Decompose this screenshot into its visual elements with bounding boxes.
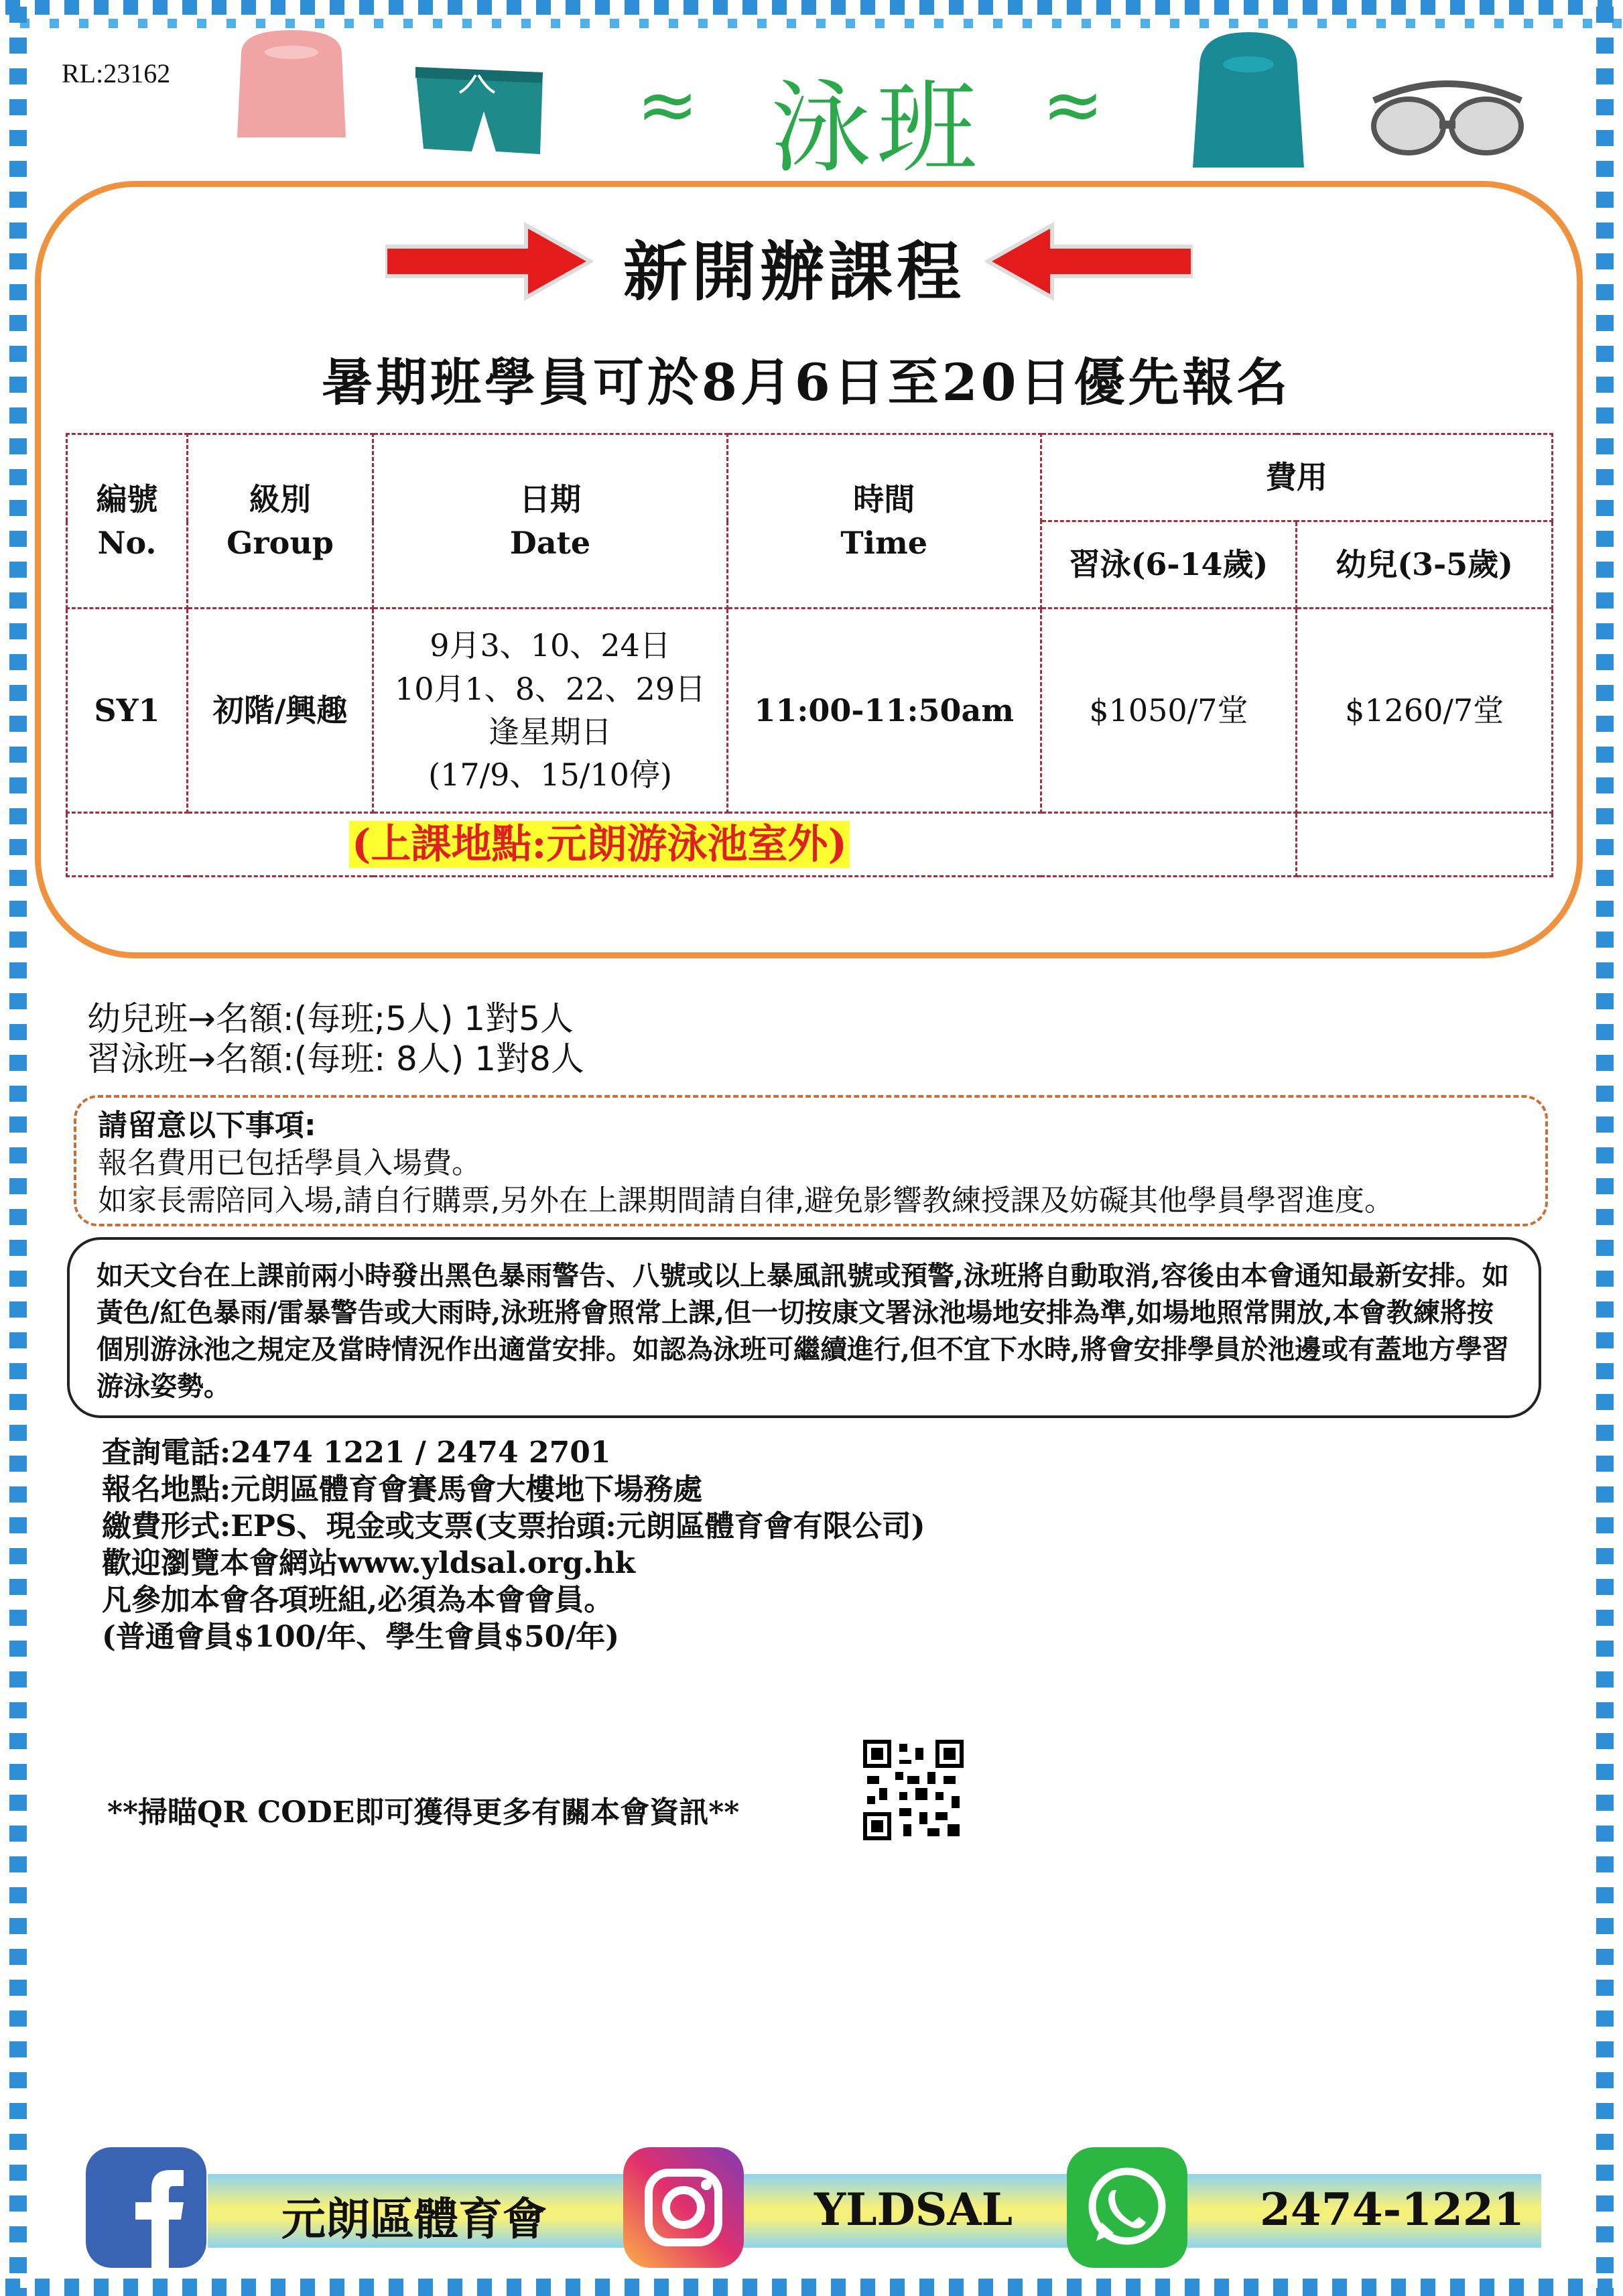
whatsapp-icon[interactable] [1067, 2147, 1187, 2268]
priority-enrolment-note: 暑期班學員可於8月6日至20日優先報名 [322, 353, 1291, 412]
facebook-icon[interactable] [86, 2147, 206, 2268]
swim-trunks-icon [409, 60, 549, 161]
quota-learn: 習泳班→名額:(每班: 8人) 1對8人 [87, 1039, 584, 1078]
notice-heading: 請留意以下事項: [98, 1108, 316, 1143]
cell-no: SY1 [67, 609, 188, 813]
notice-box [74, 1095, 1548, 1226]
cell-fee-kids: $1260/7堂 [1297, 609, 1553, 813]
border-left [0, 0, 29, 2296]
page-title: 泳班 [771, 70, 983, 187]
kickboard-teal-icon [1185, 27, 1312, 174]
contact-website[interactable]: 歡迎瀏覽本會網站www.yldsal.org.hk [102, 1546, 635, 1580]
notice-line: 如家長需陪同入場,請自行購票,另外在上課期間請自律,避免影響教練授課及妨礙其他學員學習進度。 [98, 1184, 1394, 1218]
quota-kids: 幼兒班→名額:(每班;5人) 1對5人 [87, 999, 574, 1038]
contact-membership-fee: (普通會員$100/年、學生會員$50/年) [102, 1620, 620, 1654]
header-fee: 費用 [1041, 434, 1552, 521]
weather-policy: 如天文台在上課前兩小時發出黑色暴雨警告、八號或以上暴風訊號或預警,泳班將自動取消,容後由本會通知最新安排。如黃色/紅色暴雨/雷暴警告或大雨時,泳班將會照常上課,但一切按康文署泳池場地安排為準,如場地照常開放,本會教練將按個別游泳池之規定及當時情況作出適當安排。如認為泳班可繼續進行,但不宜下水時,將會安排學員於池邊或有蓋地方學習游泳姿勢。 [67, 1237, 1541, 1418]
header-no: 編號 No. [67, 434, 188, 609]
header-time: 時間 Time [727, 434, 1041, 609]
instagram-icon[interactable] [623, 2147, 744, 2268]
qr-code[interactable] [863, 1740, 964, 1840]
border-bottom [0, 2268, 1623, 2296]
goggles-icon [1367, 74, 1528, 161]
header-date: 日期 Date [373, 434, 728, 609]
location-cell [67, 813, 1297, 877]
contact-membership: 凡參加本會各項班組,必須為本會會員。 [102, 1583, 614, 1617]
footer-whatsapp-number: 2474-1221 [1260, 2183, 1524, 2236]
title-wave-left: ≈ [637, 62, 699, 147]
cell-group: 初階/興趣 [187, 609, 373, 813]
header-group: 級別 Group [187, 434, 373, 609]
contact-address: 報名地點:元朗區體育會賽馬會大樓地下場務處 [102, 1472, 703, 1507]
cell-date: 9月3、10、24日 10月1、8、22、29日 逢星期日 (17/9、15/10停) [373, 609, 728, 813]
arrow-left-icon [985, 221, 1193, 302]
cell-fee-learn: $1050/7堂 [1041, 609, 1297, 813]
header-fee-learn: 習泳(6-14歲) [1041, 521, 1297, 609]
kickboard-pink-icon [228, 27, 355, 141]
arrow-right-icon [385, 221, 593, 302]
title-wave-right: ≈ [1042, 62, 1104, 147]
contact-phone: 查詢電話:2474 1221 / 2474 2701 [102, 1436, 611, 1470]
empty-cell [1297, 813, 1553, 877]
border-right [1594, 0, 1623, 2296]
course-table [66, 433, 1553, 877]
cell-time: 11:00-11:50am [727, 609, 1041, 813]
new-course-banner: 新開辦課程 [623, 234, 965, 310]
class-location: (上課地點:元朗游泳池室外) [349, 821, 850, 868]
border-top [0, 0, 1623, 29]
qr-note: **掃瞄QR CODE即可獲得更多有關本會資訊** [107, 1795, 740, 1830]
reference-code: RL:23162 [62, 58, 171, 88]
contact-payment: 繳費形式:EPS、現金或支票(支票抬頭:元朗區體育會有限公司) [102, 1509, 925, 1543]
contact-info [102, 1434, 925, 1655]
footer-instagram-name: YLDSAL [814, 2183, 1013, 2236]
header-fee-kids: 幼兒(3-5歲) [1297, 521, 1553, 609]
notice-line: 報名費用已包括學員入場費。 [98, 1146, 481, 1180]
table-row [67, 609, 1553, 813]
footer-facebook-name: 元朗區體育會 [281, 2193, 547, 2245]
